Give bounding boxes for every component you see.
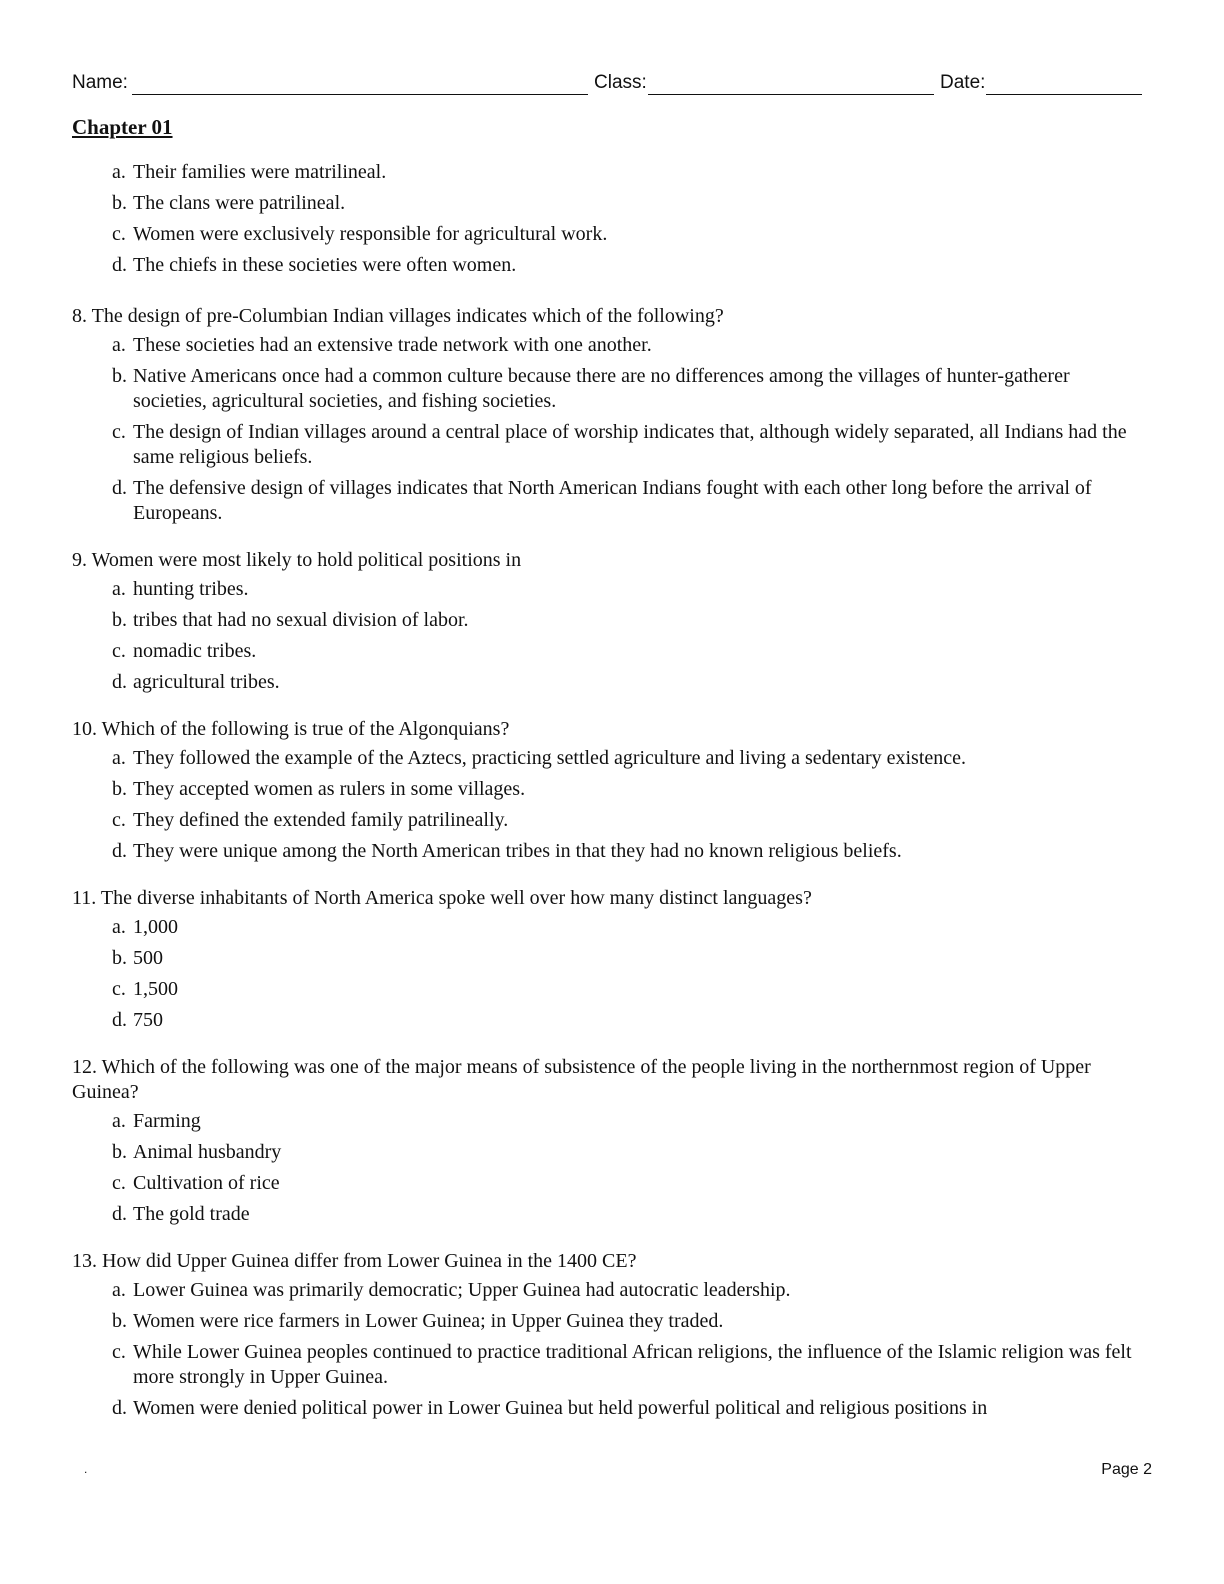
question-stem: 12. Which of the following was one of the major means of subsistence of the people living in the northernmost region of Upper Guinea? [72, 1056, 1091, 1103]
answer-option [112, 1309, 1132, 1334]
answer-option [112, 1109, 1132, 1134]
answer-option [112, 577, 1132, 602]
answer-option [112, 222, 1132, 247]
question-stem: 10. Which of the following is true of the Algonquians? [72, 718, 510, 740]
answer-option [112, 839, 1132, 864]
option-text: Native Americans once had a common culture because there are no differences among the villages of hunter-gatherer societies, agricultural societies, and fishing societies. [133, 365, 1070, 412]
answer-option [112, 1396, 1132, 1421]
option-letter: c. [112, 978, 126, 1000]
question-list [72, 160, 1132, 1443]
option-letter: c. [112, 223, 126, 245]
answer-option [112, 670, 1132, 695]
option-letter: a. [112, 161, 126, 183]
option-letter: b. [112, 365, 127, 387]
question [72, 886, 1132, 1033]
option-text: Lower Guinea was primarily democratic; Upper Guinea had autocratic leadership. [133, 1279, 791, 1301]
option-text: Animal husbandry [133, 1141, 282, 1163]
answer-options [72, 1278, 1132, 1421]
option-text: They were unique among the North American tribes in that they had no known religious beliefs. [133, 840, 902, 862]
answer-option [112, 1171, 1132, 1196]
answer-option [112, 608, 1132, 633]
date-label: Date: [940, 72, 986, 93]
option-text: Farming [133, 1110, 201, 1132]
option-letter: a. [112, 1110, 126, 1132]
answer-option [112, 808, 1132, 833]
option-letter: b. [112, 1141, 127, 1163]
question-stem: 8. The design of pre-Columbian Indian villages indicates which of the following? [72, 305, 724, 327]
option-letter: a. [112, 1279, 126, 1301]
answer-option [112, 333, 1132, 358]
option-text: Women were denied political power in Lower Guinea but held powerful political and religious positions in [133, 1397, 988, 1419]
option-text: nomadic tribes. [133, 640, 257, 662]
option-text: Women were exclusively responsible for agricultural work. [133, 223, 608, 245]
option-letter: d. [112, 671, 127, 693]
questions [72, 304, 1132, 1421]
question [72, 1249, 1132, 1421]
question-stem: 9. Women were most likely to hold political positions in [72, 549, 522, 571]
answer-option [112, 1140, 1132, 1165]
option-text: The chiefs in these societies were often women. [133, 254, 517, 276]
option-letter: d. [112, 477, 127, 499]
question-stem: 13. How did Upper Guinea differ from Lower Guinea in the 1400 CE? [72, 1250, 637, 1272]
name-label: Name: [72, 72, 128, 93]
option-letter: a. [112, 578, 126, 600]
option-letter: c. [112, 421, 126, 443]
page-number: Page 2 [1101, 1461, 1152, 1478]
option-text: The defensive design of villages indicates that North American Indians fought with each other long before the arrival of Europeans. [133, 477, 1092, 524]
option-letter: b. [112, 1310, 127, 1332]
class-label: Class: [594, 72, 647, 93]
question [72, 548, 1132, 695]
option-letter: b. [112, 192, 127, 214]
option-letter: c. [112, 809, 126, 831]
answer-option [112, 191, 1132, 216]
answer-option [112, 639, 1132, 664]
option-text: They followed the example of the Aztecs, practicing settled agriculture and living a sedentary existence. [133, 747, 967, 769]
answer-option [112, 946, 1132, 971]
option-letter: c. [112, 640, 126, 662]
option-text: The gold trade [133, 1203, 250, 1225]
answer-option [112, 1278, 1132, 1303]
worksheet-header [72, 72, 1142, 98]
option-letter: d. [112, 1203, 127, 1225]
answer-option [112, 160, 1132, 185]
option-text: 750 [133, 1009, 163, 1031]
question [72, 1055, 1132, 1227]
option-text: Their families were matrilineal. [133, 161, 387, 183]
option-text: 500 [133, 947, 163, 969]
option-text: Women were rice farmers in Lower Guinea; in Upper Guinea they traded. [133, 1310, 724, 1332]
answer-option [112, 1340, 1132, 1390]
answer-options [72, 333, 1132, 526]
answer-option [112, 746, 1132, 771]
answer-option [112, 476, 1132, 526]
answer-option [112, 915, 1132, 940]
option-text: 1,000 [133, 916, 178, 938]
option-letter: a. [112, 334, 126, 356]
option-letter: c. [112, 1172, 126, 1194]
option-letter: c. [112, 1341, 126, 1363]
option-text: Cultivation of rice [133, 1172, 280, 1194]
option-text: The design of Indian villages around a central place of worship indicates that, although widely separated, all Indians had the same religious beliefs. [133, 421, 1127, 468]
answer-option [112, 1008, 1132, 1033]
option-letter: d. [112, 1397, 127, 1419]
name-line [132, 94, 588, 95]
answer-option [112, 1202, 1132, 1227]
option-text: They defined the extended family patrilineally. [133, 809, 509, 831]
option-letter: b. [112, 947, 127, 969]
option-letter: d. [112, 840, 127, 862]
answer-option [112, 420, 1132, 470]
option-text: agricultural tribes. [133, 671, 280, 693]
option-letter: a. [112, 916, 126, 938]
answer-options [72, 915, 1132, 1033]
answer-options [72, 1109, 1132, 1227]
option-text: 1,500 [133, 978, 178, 1000]
option-letter: b. [112, 778, 127, 800]
answer-option [112, 977, 1132, 1002]
option-text: The clans were patrilineal. [133, 192, 346, 214]
answer-option [112, 777, 1132, 802]
answer-options [72, 746, 1132, 864]
answer-option [112, 364, 1132, 414]
continued-options [72, 160, 1132, 278]
answer-option [112, 253, 1132, 278]
option-text: They accepted women as rulers in some villages. [133, 778, 526, 800]
option-text: While Lower Guinea peoples continued to practice traditional African religions, the influence of the Islamic religion was felt more strongly in Upper Guinea. [133, 1341, 1132, 1388]
option-text: tribes that had no sexual division of labor. [133, 609, 469, 631]
question [72, 304, 1132, 526]
option-text: These societies had an extensive trade network with one another. [133, 334, 652, 356]
answer-options [72, 577, 1132, 695]
question [72, 717, 1132, 864]
option-letter: b. [112, 609, 127, 631]
footer-mark: . [84, 1462, 88, 1476]
option-letter: a. [112, 747, 126, 769]
option-text: hunting tribes. [133, 578, 249, 600]
option-letter: d. [112, 254, 127, 276]
question-stem: 11. The diverse inhabitants of North America spoke well over how many distinct languages? [72, 887, 812, 909]
option-letter: d. [112, 1009, 127, 1031]
chapter-title: Chapter 01 [72, 115, 173, 139]
class-line [648, 94, 934, 95]
date-line [986, 94, 1142, 95]
